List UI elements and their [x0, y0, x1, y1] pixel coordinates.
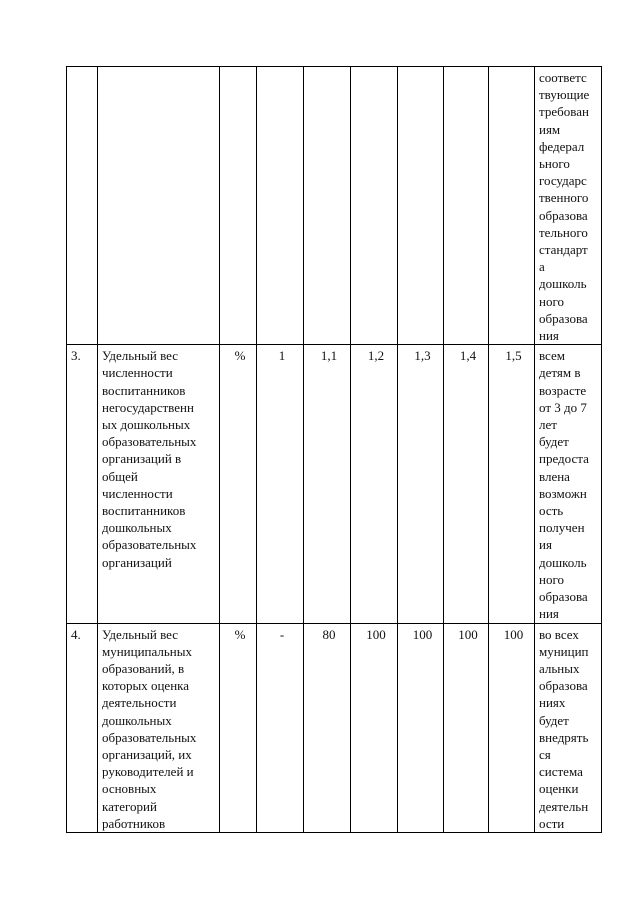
value-cell: 1,3 [398, 345, 444, 623]
cell-text-line: Удельный вес [102, 626, 179, 642]
cell-text-line: ния [539, 606, 559, 622]
cell-text-line: во всех [539, 626, 579, 642]
cell-text-line: ьного [539, 156, 570, 172]
cell-text-line: дошкольных [102, 520, 172, 536]
cell-text-line: численности [102, 485, 173, 501]
cell-text-line: от 3 до 7 [539, 399, 587, 415]
cell-text-line: образова [539, 678, 588, 694]
value-cell: 1,5 [489, 345, 535, 623]
cell-text-line: ость [539, 503, 564, 519]
unit-cell [220, 67, 257, 345]
value-cell [489, 67, 535, 345]
cell-text-line: ниях [539, 695, 566, 711]
table-body [67, 67, 602, 833]
cell-text-line: ного [539, 293, 564, 309]
cell-text-line: ости [539, 815, 565, 831]
cell-text-line: иям [539, 121, 561, 137]
cell-text-line: оценки [539, 781, 579, 797]
table-row [67, 623, 602, 832]
cell-text-line: ния [539, 328, 559, 344]
value-cell: 1,1 [304, 345, 351, 623]
cell-text-line: организаций [102, 554, 172, 570]
cell-text-line: организаций, их [102, 746, 192, 762]
value-cell: 1 [257, 345, 304, 623]
value-cell [351, 67, 398, 345]
result-note [535, 67, 602, 345]
indicator-name [98, 345, 220, 623]
cell-text-line: предоста [539, 451, 589, 467]
cell-text-line: общей [102, 468, 138, 484]
cell-text-line: негосударственн [102, 399, 194, 415]
value-cell [304, 67, 351, 345]
value-cell: 100 [398, 623, 444, 832]
cell-text-line: руководителей и [102, 764, 194, 780]
cell-text-line: образовательных [102, 729, 197, 745]
cell-text-line: система [539, 764, 583, 780]
cell-text-line: будет [539, 434, 569, 450]
cell-text-line: образова [539, 207, 588, 223]
cell-text-line: государс [539, 173, 587, 189]
cell-text-line: дошколь [539, 554, 587, 570]
cell-text-line: тельного [539, 224, 588, 240]
indicator-name [98, 67, 220, 345]
cell-text-line: Удельный вес [102, 348, 179, 364]
cell-text-line: твенного [539, 190, 589, 206]
cell-text-line: муницип [539, 643, 589, 659]
cell-text-line: деятельн [539, 798, 589, 814]
row-number: 3. [67, 345, 98, 623]
cell-text-line: численности [102, 365, 173, 381]
cell-text-line: получен [539, 520, 585, 536]
result-note [535, 623, 602, 832]
unit-cell: % [220, 623, 257, 832]
value-cell [398, 67, 444, 345]
row-number: 4. [67, 623, 98, 832]
indicators-table [66, 66, 602, 833]
cell-text-line: влена [539, 468, 570, 484]
cell-text-line: а [539, 259, 545, 275]
cell-text-line: возможн [539, 485, 587, 501]
cell-text-line: воспитанников [102, 382, 186, 398]
value-cell: 1,4 [444, 345, 489, 623]
value-cell: 1,2 [351, 345, 398, 623]
table-row [67, 67, 602, 345]
cell-text-line: образовательных [102, 434, 197, 450]
cell-text-line: твующие [539, 87, 590, 103]
cell-text-line: работников [102, 815, 166, 831]
value-cell: 80 [304, 623, 351, 832]
cell-text-line: всем [539, 348, 565, 364]
cell-text-line: внедрять [539, 729, 589, 745]
cell-text-line: основных [102, 781, 157, 797]
value-cell: 100 [351, 623, 398, 832]
unit-cell: % [220, 345, 257, 623]
cell-text-line: стандарт [539, 242, 588, 258]
cell-text-line: организаций в [102, 451, 182, 467]
cell-text-line: образова [539, 310, 588, 326]
cell-text-line: ного [539, 571, 564, 587]
value-cell: - [257, 623, 304, 832]
cell-text-line: требован [539, 104, 589, 120]
cell-text-line: будет [539, 712, 569, 728]
cell-text-line: дошкольных [102, 712, 172, 728]
cell-text-line: деятельности [102, 695, 177, 711]
cell-text-line: детям в [539, 365, 581, 381]
cell-text-line: муниципальных [102, 643, 193, 659]
cell-text-line: альных [539, 660, 580, 676]
cell-text-line: ия [539, 537, 552, 553]
cell-text-line: которых оценка [102, 678, 190, 694]
cell-text-line: образований, в [102, 660, 185, 676]
cell-text-line: образовательных [102, 537, 197, 553]
cell-text-line: соответс [539, 70, 587, 85]
cell-text-line: ся [539, 746, 551, 762]
cell-text-line: ых дошкольных [102, 417, 191, 433]
value-cell: 100 [444, 623, 489, 832]
cell-text-line: лет [539, 417, 557, 433]
cell-text-line: образова [539, 589, 588, 605]
cell-text-line: воспитанников [102, 503, 186, 519]
cell-text-line: федерал [539, 138, 585, 154]
cell-text-line: дошколь [539, 276, 587, 292]
value-cell [257, 67, 304, 345]
cell-text-line: возрасте [539, 382, 587, 398]
indicator-name [98, 623, 220, 832]
row-number [67, 67, 98, 345]
table-row [67, 345, 602, 623]
cell-text-line: категорий [102, 798, 157, 814]
result-note [535, 345, 602, 623]
value-cell [444, 67, 489, 345]
value-cell: 100 [489, 623, 535, 832]
